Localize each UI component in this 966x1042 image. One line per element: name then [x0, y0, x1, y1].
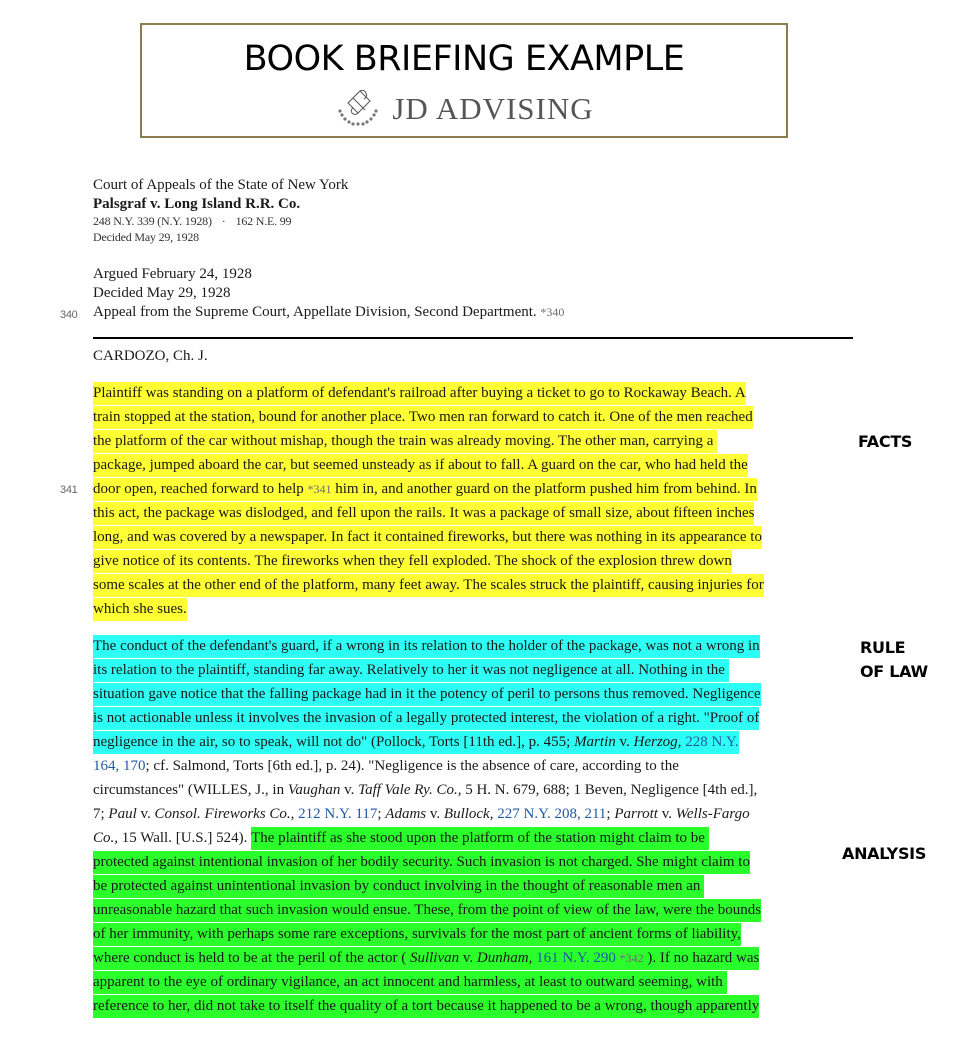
judge-name: CARDOZO, Ch. J.	[93, 348, 208, 364]
rule-line: Co., 15 Wall. [U.S.] 524). The plaintiff as she stood upon the platform of the station might claim to be	[93, 827, 761, 851]
party-name: Paul	[108, 806, 137, 822]
case-title: Palsgraf v. Long Island R.R. Co.	[93, 196, 301, 212]
facts-line: give notice of its contents. The fireworks when they fell exploded. The shock of the explosion threw down	[93, 550, 764, 574]
case-metadata	[93, 176, 348, 245]
party-name: Herzog,	[633, 734, 682, 750]
page-marker: 340	[60, 309, 78, 321]
rule-line: 164, 170; cf. Salmond, Torts [6th ed.], p. 24). "Negligence is the absence of care, according to the	[93, 758, 679, 774]
party-name: Wells-Fargo	[675, 806, 750, 822]
analysis-line: be protected against unintentional invasion by conduct involving in the thought of reasonable men an	[93, 875, 761, 899]
party-name: Taff Vale Ry. Co.,	[358, 782, 462, 798]
brand-name: JD ADVISING	[392, 91, 594, 126]
party-name: Co.,	[93, 830, 119, 846]
analysis-line: where conduct is held to be at the peril of the actor ( Sullivan v. Dunham, 161 N.Y. 290 *342 ). If no hazard was	[93, 947, 761, 971]
header-banner	[140, 23, 788, 138]
analysis-paragraph	[93, 851, 761, 1019]
citation-link[interactable]: 212 N.Y. 117	[298, 806, 378, 822]
analysis-line: unreasonable hazard that such invasion would ensue. These, from the point of view of the law, were the bounds	[93, 899, 761, 923]
analysis-start: The plaintiff as she stood upon the platform of the station might claim to be	[251, 827, 709, 850]
citation-line	[93, 213, 348, 229]
label-facts: FACTS	[858, 432, 913, 451]
rule-line: situation gave notice that the falling package had in it the potency of peril to persons thus removed. Negligence	[93, 683, 761, 707]
facts-line: the platform of the car without mishap, though the train was already moving. The other man, carrying a	[93, 430, 764, 454]
citation-link[interactable]: 161 N.Y. 290	[536, 950, 616, 966]
citation-separator: ·	[221, 214, 226, 228]
citation-link[interactable]: 228 N.Y.	[685, 734, 739, 750]
facts-line: long, and was covered by a newspaper. In fact it contained fireworks, but there was nothing in its appearance to	[93, 526, 764, 550]
star-page: *342	[619, 951, 644, 965]
facts-line: which she sues.	[93, 598, 764, 622]
rule-line: is not actionable unless it involves the invasion of a legally protected interest, the violation of a right. "Proof of	[93, 707, 761, 731]
party-name: Consol. Fireworks Co.,	[154, 806, 295, 822]
citation-parallel: 162 N.E. 99	[235, 214, 292, 228]
party-name: Sullivan	[409, 950, 460, 966]
party-name: Dunham,	[476, 950, 533, 966]
decided-date: Decided May 29, 1928	[93, 285, 231, 301]
rule-line: 7; Paul v. Consol. Fireworks Co., 212 N.Y. 117; Adams v. Bullock, 227 N.Y. 208, 211; Parrott v. Wells-Fargo	[93, 806, 750, 822]
analysis-line: apparent to the eye of ordinary vigilance, an act innocent and harmless, at least to outward seeming, with	[93, 971, 761, 995]
scroll-laurel-logo-icon	[334, 87, 382, 131]
banner-title: BOOK BRIEFING EXAMPLE	[243, 39, 685, 79]
analysis-line: of her immunity, with perhaps some rare exceptions, survivals for the most part of ancient forms of liability,	[93, 923, 761, 947]
rule-line: The conduct of the defendant's guard, if a wrong in its relation to the holder of the package, was not a wrong in	[93, 635, 761, 659]
party-name: Bullock,	[443, 806, 494, 822]
party-name: Martin	[574, 734, 616, 750]
appeal-text: Appeal from the Supreme Court, Appellate Division, Second Department.	[93, 304, 541, 320]
citation-primary: 248 N.Y. 339 (N.Y. 1928)	[93, 214, 212, 228]
decided-date-short: Decided May 29, 1928	[93, 230, 199, 244]
divider	[93, 337, 853, 339]
citation-link[interactable]: 164, 170	[93, 758, 146, 774]
facts-paragraph	[60, 382, 764, 622]
facts-line: 341 door open, reached forward to help *341 him in, and another guard on the platform pushed him from behind. In	[93, 478, 764, 502]
rule-line: its relation to the plaintiff, standing far away. Relatively to her it was not negligence at all. Nothing in the	[93, 659, 761, 683]
analysis-line: protected against intentional invasion of her bodily security. Such invasion is not charged. She might claim to	[93, 851, 761, 875]
argued-date: Argued February 24, 1928	[93, 266, 252, 282]
facts-line: Plaintiff was standing on a platform of defendant's railroad after buying a ticket to go to Rockaway Beach. A	[93, 382, 764, 406]
court-name: Court of Appeals of the State of New York	[93, 177, 349, 193]
analysis-line: reference to her, did not take to itself the quality of a tort because it happened to be a wrong, though apparently	[93, 995, 761, 1019]
party-name: Parrott	[614, 806, 658, 822]
star-page: *341	[307, 482, 332, 496]
facts-line: this act, the package was dislodged, and fell upon the rails. It was a package of small size, about fifteen inches	[93, 502, 764, 526]
facts-line: package, jumped aboard the car, but seemed unsteady as if about to fall. A guard on the car, who had held the	[93, 454, 764, 478]
rule-line: circumstances" (WILLES, J., in Vaughan v. Taff Vale Ry. Co., 5 H. N. 679, 688; 1 Beven, Negligence [4th ed.],	[93, 782, 758, 798]
case-dates	[93, 265, 252, 303]
label-rule-of-law: RULE OF LAW	[860, 638, 928, 681]
page-marker: 341	[60, 484, 78, 496]
facts-line: train stopped at the station, bound for another place. Two men ran forward to catch it. One of the men reached	[93, 406, 764, 430]
rule-line: negligence in the air, so to speak, will not do" (Pollock, Torts [11th ed.], p. 455; Martin v. Herzog, 228 N.Y.	[93, 731, 761, 755]
party-name: Adams	[385, 806, 427, 822]
rule-of-law-paragraph	[93, 635, 761, 851]
label-analysis: ANALYSIS	[842, 844, 927, 863]
brand-lockup	[142, 87, 786, 131]
party-name: Vaughan	[287, 782, 341, 798]
appeal-line	[60, 303, 564, 325]
star-page: *340	[540, 305, 565, 319]
citation-link[interactable]: 227 N.Y. 208, 211	[497, 806, 607, 822]
facts-line: some scales at the other end of the platform, many feet away. The scales struck the plaintiff, causing injuries for	[93, 574, 764, 598]
